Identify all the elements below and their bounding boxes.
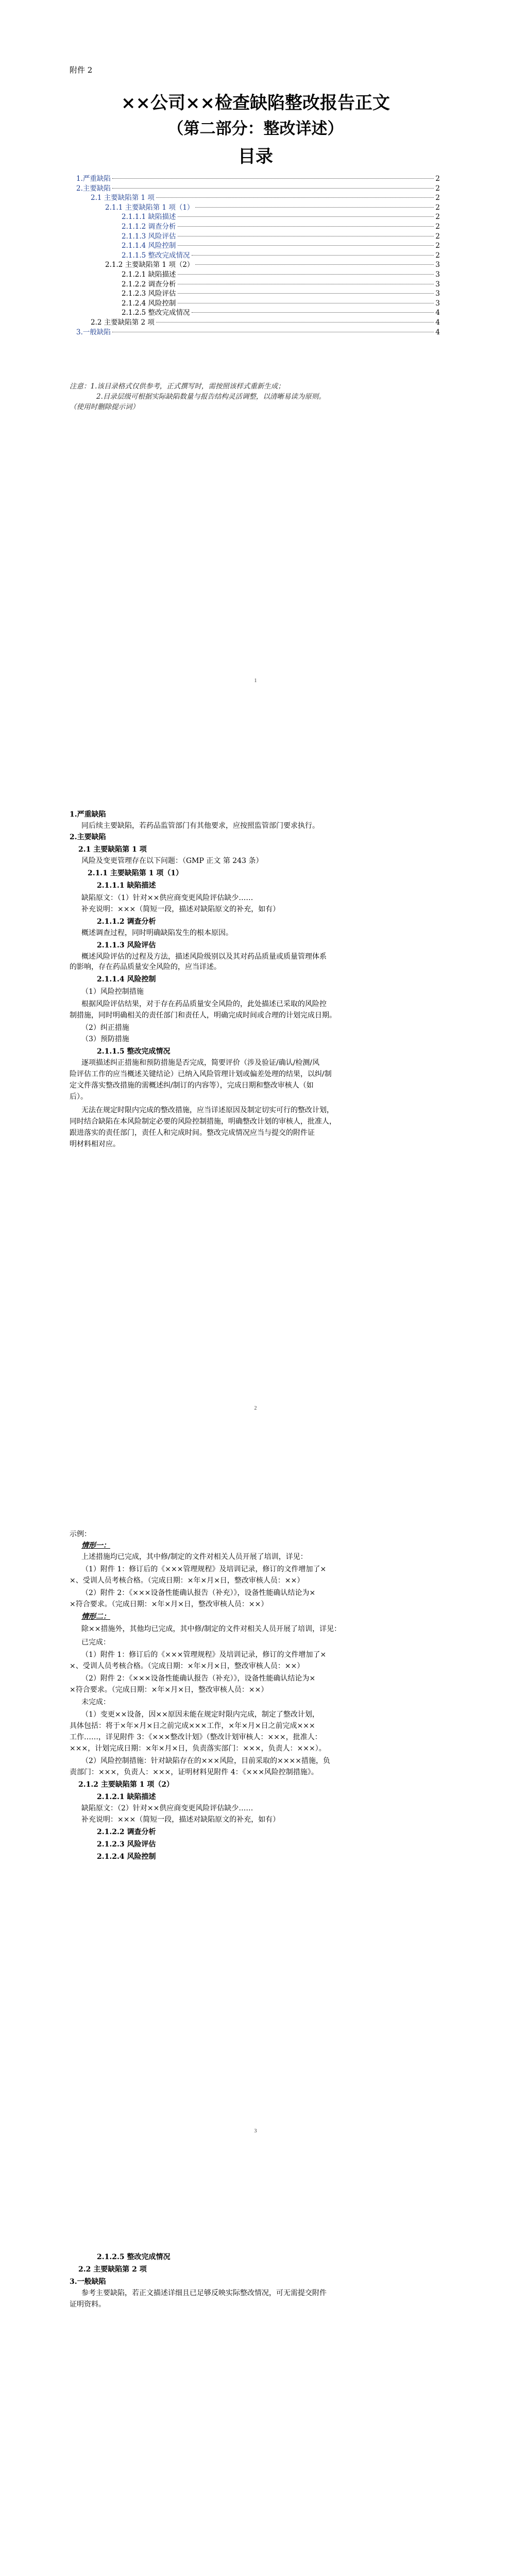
toc-leader-dots — [192, 312, 434, 313]
page-2 — [0, 723, 511, 1446]
toc-entry-page: 4 — [435, 318, 440, 327]
toc-entry[interactable] — [91, 318, 440, 327]
toc-entry[interactable] — [122, 308, 440, 317]
toc-entry-page: 3 — [435, 270, 440, 279]
toc-entry-page: 3 — [435, 261, 440, 269]
body-text-line: （1）附件 1：修订后的《×××管理规程》及培训记录，修订的文件增加了× — [81, 1651, 327, 1659]
body-text-line: 参考主要缺陷，若正文描述详细且已足够反映实际整改情况，可无需提交附件 — [81, 2289, 327, 2297]
body-text-line: 根据风险评估结果，对于存在药品质量安全风险的，此处描述已采取的风险控 — [81, 1000, 327, 1008]
body-text-line: 逐项描述纠正措施和预防措施是否完成，简要评价（涉及验证/确认/检测/风 — [81, 1059, 320, 1067]
body-text-line: （1）附件 1：修订后的《×××管理规程》及培训记录，修订的文件增加了× — [81, 1565, 327, 1573]
toc-note-1: 注意：1.该目录格式仅供参考，正式撰写时，需按照该样式重新生成； — [70, 382, 285, 391]
toc-entry-page: 2 — [435, 213, 440, 222]
toc-leader-dots — [112, 178, 434, 179]
section-heading: 2.1.1.1 缺陷描述 — [97, 882, 156, 890]
body-text-line: 的影响，存在药品质量安全风险的，应当详述。 — [70, 963, 221, 971]
toc-entry[interactable] — [122, 212, 440, 222]
body-text-line: （2）纠正措施 — [81, 1024, 129, 1032]
toc-entry[interactable] — [91, 193, 440, 202]
toc-entry-label: 2.1.1.3 风险评估 — [122, 232, 176, 241]
toc-entry-page: 3 — [435, 280, 440, 289]
section-heading: 2.主要缺陷 — [70, 833, 106, 841]
toc-leader-dots — [178, 274, 434, 275]
toc-entry-label: 2.1.2 主要缺陷第 1 项（2） — [105, 261, 194, 269]
body-text-line: ×符合要求。（完成日期：×年×月×日，整改审核人员：××） — [70, 1600, 268, 1608]
toc-entry[interactable] — [76, 328, 440, 337]
toc-entry-page: 4 — [435, 328, 440, 336]
toc-entry-page: 2 — [435, 203, 440, 212]
body-text-line: 责部门：×××，负责人：×××，证明材料见附件 4：《×××风险控制措施》。 — [70, 1768, 318, 1776]
toc-entry[interactable] — [105, 203, 440, 212]
body-text-line: 缺陷原文：（1）针对××供应商变更风险评估缺少…… — [81, 894, 253, 902]
body-text-line: 跟进落实的责任部门，责任人和完成时间。整改完成情况应当与提交的附件证 — [70, 1129, 315, 1137]
body-text-line: （2）附件 2：《×××设备性能确认报告（补充）》，设备性能确认结论为× — [81, 1674, 316, 1683]
body-text-line: 已完成： — [81, 1638, 110, 1647]
section-heading: 2.1.2.3 风险评估 — [97, 1840, 156, 1849]
page-3 — [0, 1446, 511, 2168]
body-text-line: 险评估工作的应当概述关键结论）已纳入风险管理计划或偏差处理的结果，以纠/制 — [70, 1070, 332, 1078]
body-text-line: （2）附件 2：《×××设备性能确认报告（补充）》，设备性能确认结论为× — [81, 1589, 316, 1597]
toc-title: 目录 — [238, 146, 273, 167]
toc-entry-page: 2 — [435, 184, 440, 193]
page-number: 2 — [254, 1405, 257, 1411]
page-1 — [0, 0, 511, 723]
toc-entry-page: 2 — [435, 194, 440, 202]
toc-leader-dots — [178, 293, 434, 294]
toc-leader-dots — [192, 255, 434, 256]
page-number: 1 — [254, 678, 257, 684]
body-text-line: 明材料相对应。 — [70, 1140, 120, 1148]
toc-entry[interactable] — [122, 289, 440, 298]
body-text-line: 未完成： — [81, 1698, 110, 1706]
section-heading: 2.1.1 主要缺陷第 1 项（1） — [88, 869, 183, 877]
toc-entry-page: 2 — [435, 242, 440, 250]
body-text-line: 概述调查过程，同时明确缺陷发生的根本原因。 — [81, 929, 233, 937]
section-heading: 2.1.1.2 调查分析 — [97, 918, 156, 926]
attachment-label: 附件 2 — [70, 65, 93, 75]
body-text-line: 同时结合缺陷在本风险制定必要的风险控制措施，明确整改计划的审核人，批准人， — [70, 1117, 336, 1126]
body-text-line: （1）变更××设备，因××原因未能在规定时限内完成，制定了整改计划， — [81, 1710, 319, 1719]
document-subtitle: （第二部分：整改详述） — [167, 120, 344, 138]
body-text-line: （2）风险控制措施：针对缺陷存在的×××风险，目前采取的××××措施，负 — [81, 1757, 331, 1765]
section-heading: 2.1.2.2 调查分析 — [97, 1828, 156, 1836]
toc-entry[interactable] — [122, 241, 440, 250]
body-text-line: ×、受训人员考核合格。（完成日期：×年×月×日，整改审核人员：××） — [70, 1577, 304, 1585]
toc-leader-dots — [112, 188, 434, 189]
toc-leader-dots — [156, 322, 434, 323]
section-heading: 2.1.2.4 风险控制 — [97, 1853, 156, 1861]
section-heading: 情形二： — [81, 1613, 110, 1621]
toc-entry-label: 2.主要缺陷 — [76, 184, 111, 193]
toc-leader-dots — [195, 207, 434, 208]
body-text-line: 同后续主要缺陷，若药品监管部门有其他要求，应按照监管部门要求执行。 — [81, 822, 319, 830]
body-text-line: 制措施，同时明确相关的责任部门和责任人，明确完成时间或合理的计划完成日期。 — [70, 1011, 336, 1020]
body-text-line: 定文件落实整改措施的需概述纠/制订的内容等），完成日期和整改审核人（如 — [70, 1081, 314, 1090]
toc-entry-page: 2 — [435, 223, 440, 231]
toc-entry-label: 2.1.1.2 调查分析 — [122, 223, 176, 231]
document-title: ××公司××检查缺陷整改报告正文 — [121, 93, 390, 113]
section-heading: 2.1.2 主要缺陷第 1 项（2） — [78, 1781, 174, 1789]
toc-leader-dots — [156, 197, 434, 198]
toc-entry-page: 2 — [435, 232, 440, 241]
toc-entry-label: 2.1 主要缺陷第 1 项 — [91, 194, 155, 202]
toc-entry[interactable] — [105, 260, 440, 269]
body-text-line: （3）预防措施 — [81, 1035, 129, 1043]
toc-entry-label: 2.1.1 主要缺陷第 1 项（1） — [105, 203, 194, 212]
page-4 — [0, 2168, 511, 2576]
body-text-line: 补充说明：×××（简短一段，描述对缺陷原文的补充，如有） — [81, 905, 280, 913]
toc-entry-label: 2.1.2.2 调查分析 — [122, 280, 176, 289]
toc-note-2: 2.目录层级可根据实际缺陷数量与报告结构灵活调整，以清晰易读为原则。 — [96, 393, 326, 401]
toc-entry[interactable] — [122, 222, 440, 231]
body-text-line: ×符合要求。（完成日期：×年×月×日，整改审核人员：××） — [70, 1686, 268, 1694]
toc-leader-dots — [178, 245, 434, 246]
toc-entry-label: 3.一般缺陷 — [76, 328, 111, 336]
section-heading: 2.1.2.5 整改完成情况 — [97, 2253, 171, 2261]
section-heading: 3.一般缺陷 — [70, 2278, 106, 2286]
section-heading: 2.1 主要缺陷第 1 项 — [78, 845, 147, 854]
toc-entry-page: 2 — [435, 175, 440, 183]
body-text-line: 除××措施外，其他均已完成，其中修/制定的文件对相关人员开展了培训，详见： — [81, 1625, 342, 1633]
body-text-line: 示例： — [70, 1530, 91, 1538]
section-heading: 2.2 主要缺陷第 2 项 — [78, 2265, 147, 2274]
toc-entry-page: 4 — [435, 309, 440, 317]
toc-entry-label: 2.1.2.5 整改完成情况 — [122, 309, 190, 317]
body-text-line: 具体包括：将于×年×月×日之前完成×××工作，×年×月×日之前完成××× — [70, 1722, 315, 1730]
section-heading: 2.1.1.4 风险控制 — [97, 975, 156, 984]
toc-entry-label: 2.1.2.4 风险控制 — [122, 299, 176, 308]
section-heading: 情形一： — [81, 1541, 110, 1550]
toc-entry-label: 2.1.1.1 缺陷描述 — [122, 213, 176, 222]
section-heading: 2.1.1.5 整改完成情况 — [97, 1047, 171, 1056]
toc-note-3: （使用时删除提示词） — [70, 403, 139, 411]
toc-entry-label: 2.1.1.4 风险控制 — [122, 242, 176, 250]
body-text-line: ×××，计划完成日期：×年×月×日，负责落实部门：×××，负责人：×××）。 — [70, 1744, 326, 1753]
toc-entry-page: 3 — [435, 299, 440, 308]
toc-entry-label: 1.严重缺陷 — [76, 175, 111, 183]
toc-entry-label: 2.1.1.5 整改完成情况 — [122, 251, 190, 260]
body-text-line: 补充说明：×××（简短一段，描述对缺陷原文的补充，如有） — [81, 1816, 280, 1824]
body-text-line: 缺陷原文：（2）针对××供应商变更风险评估缺少…… — [81, 1804, 253, 1812]
toc-leader-dots — [178, 216, 434, 217]
toc-entry-label: 2.1.2.3 风险评估 — [122, 290, 176, 298]
body-text-line: 概述风险评估的过程及方法，描述风险级别以及其对药品质量或质量管理体系 — [81, 953, 327, 961]
toc-entry-page: 2 — [435, 251, 440, 260]
toc-entry[interactable] — [122, 251, 440, 260]
toc-entry[interactable] — [122, 270, 440, 279]
toc-entry-label: 2.1.2.1 缺陷描述 — [122, 270, 176, 279]
section-heading: 1.严重缺陷 — [70, 810, 106, 819]
toc-entry-page: 3 — [435, 290, 440, 298]
page-number: 3 — [254, 2128, 257, 2134]
toc-entry-label: 2.2 主要缺陷第 2 项 — [91, 318, 155, 327]
body-text-line: 工作……，详见附件 3：《×××整改计划》（整改计划审核人：×××，批准人： — [70, 1733, 322, 1741]
body-text-line: 风险及变更管理存在以下问题：（GMP 正文 第 243 条） — [81, 857, 263, 865]
body-text-line: 上述措施均已完成，其中修/制定的文件对相关人员开展了培训，详见： — [81, 1553, 308, 1561]
section-heading: 2.1.1.3 风险评估 — [97, 941, 156, 950]
toc-leader-dots — [195, 264, 434, 265]
toc-entry[interactable] — [122, 299, 440, 308]
toc-entry[interactable] — [76, 174, 440, 183]
body-text-line: 无法在规定时限内完成的整改措施，应当详述原因及制定切实可行的整改计划， — [81, 1106, 334, 1114]
body-text-line: 证明资料。 — [70, 2300, 106, 2309]
toc-entry[interactable] — [76, 184, 440, 193]
section-heading: 2.1.2.1 缺陷描述 — [97, 1793, 156, 1801]
body-text-line: ×、受训人员考核合格。（完成日期：×年×月×日，整改审核人员：××） — [70, 1662, 304, 1670]
toc-leader-dots — [178, 226, 434, 227]
toc-entry[interactable] — [122, 280, 440, 289]
toc-entry[interactable] — [122, 232, 440, 241]
body-text-line: （1）风险控制措施 — [81, 988, 144, 996]
body-text-line: 后）。 — [70, 1093, 88, 1101]
